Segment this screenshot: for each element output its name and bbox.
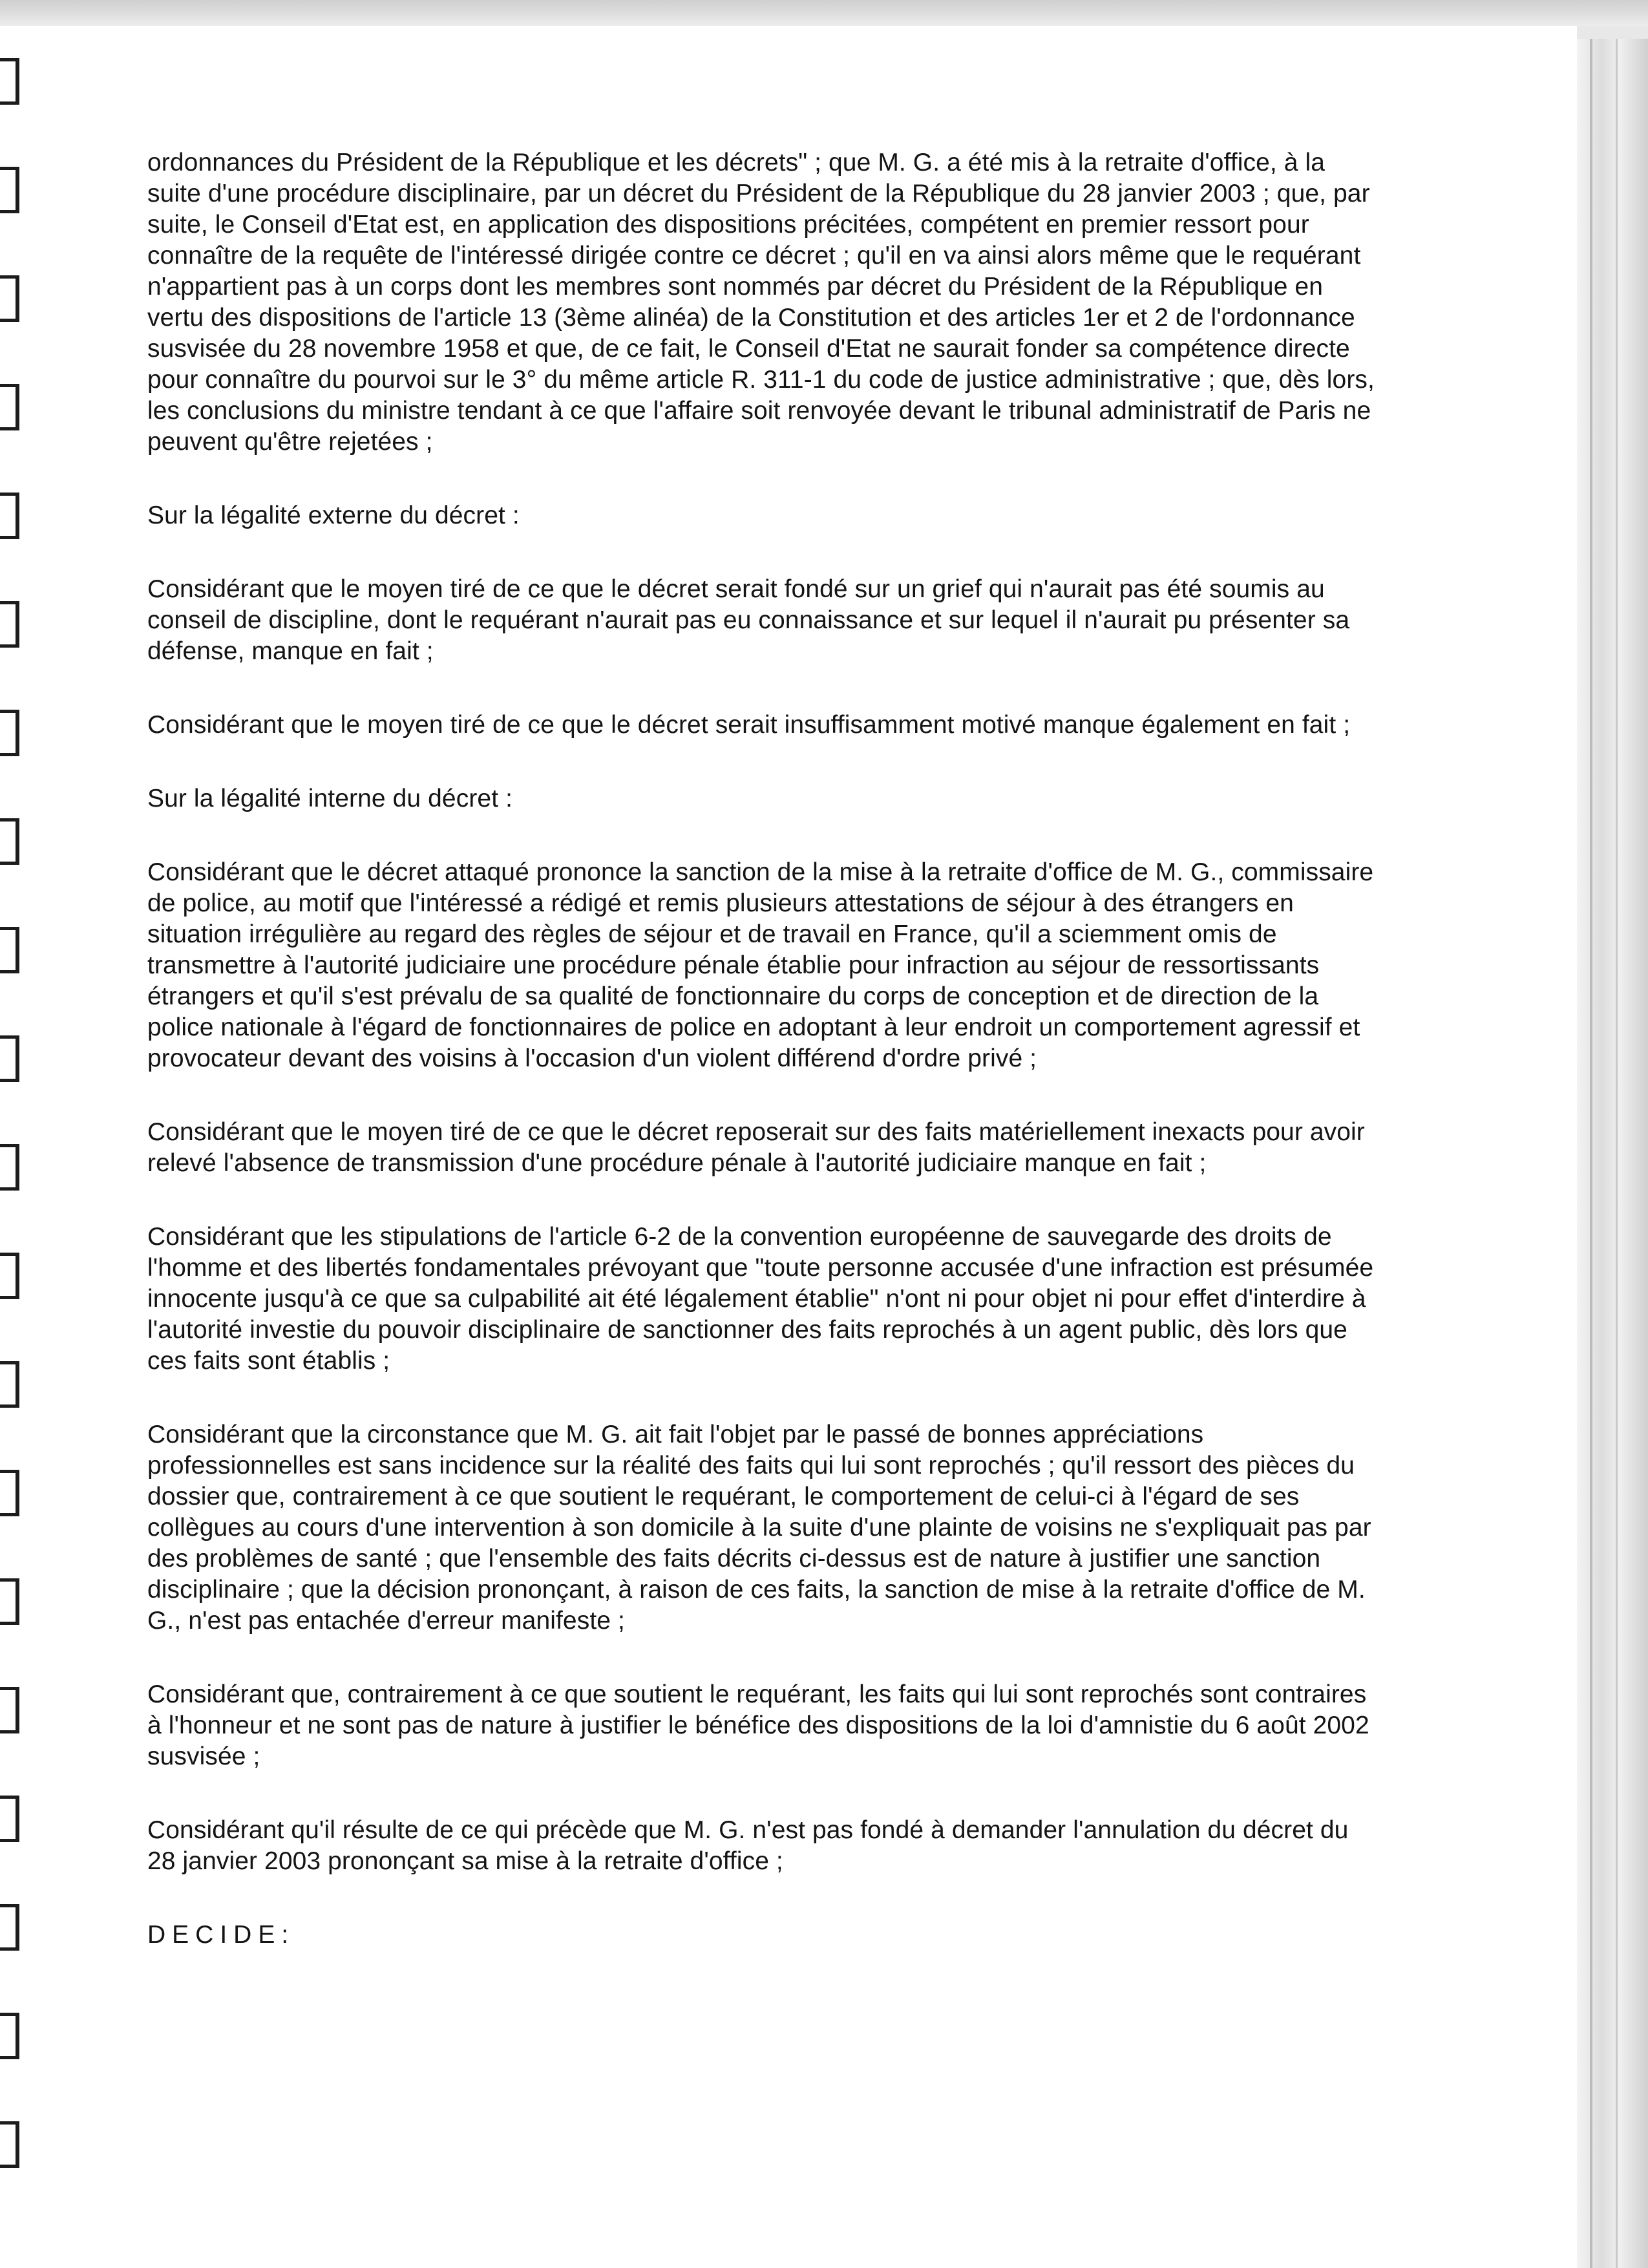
binding-mark [0,2013,19,2059]
paragraph-competence: ordonnances du Président de la République et les décrets" ; que M. G. a été mis à la retraite d'office, à la suite d'une procédure disciplinaire, par un décret du Président de la République du 28 janvier 2003 ; que, par suite, le Conseil d'Etat est, en application des dispositions précitées, compétent en premier ressort pour connaître de la requête de l'intéressé dirigée contre ce décret ; qu'il en va ainsi alors même que le requérant n'appartient pas à un corps dont les membres sont nommés par décret du Président de la République en vertu des dispositions de l'article 13 (3ème alinéa) de la Constitution et des articles 1er et 2 de l'ordonnance susvisée du 28 novembre 1958 et que, de ce fait, le Conseil d'Etat ne saurait fonder sa compétence directe pour connaître du pourvoi sur le 3° du même article R. 311-1 du code de justice administrative ; que, dès lors, les conclusions du ministre tendant à ce que l'affaire soit renvoyée devant le tribunal administratif de Paris ne peuvent qu'être rejetées ; [147,149,1375,456]
binding-mark [0,710,19,756]
binding-mark [0,2121,19,2168]
binding-mark [0,1470,19,1516]
heading-legalite-externe: Sur la légalité externe du décret : [147,502,520,529]
paragraph-convention: Considérant que les stipulations de l'article 6-2 de la convention européenne de sauvegarde des droits de l'homme et des libertés fondamentales prévoyant que "toute personne accusée d'une infraction est présumée innocente jusqu'à ce que sa culpabilité ait été légalement établie" n'ont ni pour objet ni pour effet d'interdire à l'autorité investie du pouvoir disciplinaire de sanctionner des faits reprochés à un agent public, dès lors que ces faits sont établis ; [147,1223,1374,1375]
binding-mark [0,167,19,213]
scan-top-shadow [0,0,1648,26]
binding-mark [0,927,19,973]
paragraph-amnistie: Considérant que, contrairement à ce que soutient le requérant, les faits qui lui sont reprochés sont contraires à l'honneur et ne sont pas de nature à justifier le bénéfice des dispositions de la loi d'amnistie du 6 août 2002 susvisée ; [147,1680,1369,1770]
binding-mark [0,1035,19,1082]
stacked-pages-edge [1577,39,1648,2268]
binding-mark [0,58,19,105]
binding-mark [0,601,19,648]
binding-mark [0,1687,19,1733]
binding-mark [0,493,19,539]
paragraph-sanction: Considérant que le décret attaqué prononce la sanction de la mise à la retraite d'office de M. G., commissaire de police, au motif que l'intéressé a rédigé et remis plusieurs attestations de séjour à des étrangers en situation irrégulière au regard des règles de séjour et de travail en France, qu'il a sciemment omis de transmettre à l'autorité judiciaire une procédure pénale établie pour infraction au séjour de ressortissants étrangers et qu'il s'est prévalu de sa qualité de fonctionnaire du corps de conception et de direction de la police nationale à l'égard de fonctionnaires de police en adoptant à leur endroit un comportement agressif et provocateur devant des voisins à l'occasion d'un violent différend d'ordre privé ; [147,858,1374,1072]
paragraph-appreciations: Considérant que la circonstance que M. G. ait fait l'objet par le passé de bonnes appréciations professionnelles est sans incidence sur la réalité des faits qui lui sont reprochés ; qu'il ressort des pièces du dossier que, contrairement à ce que soutient le requérant, le comportement de celui-ci à l'égard de ses collègues au cours d'une intervention à son domicile à la suite d'une plainte de voisins ne s'expliquait pas par des problèmes de santé ; que l'ensemble des faits décrits ci-dessus est de nature à justifier une sanction disciplinaire ; que la décision prononçant, à raison de ces faits, la sanction de mise à la retraite d'office de M. G., n'est pas entachée d'erreur manifeste ; [147,1421,1371,1635]
paragraph-motivation: Considérant que le moyen tiré de ce que le décret serait insuffisamment motivé manque également en fait ; [147,711,1351,739]
binding-mark [0,384,19,430]
binding-mark [0,1144,19,1191]
paragraph-grief: Considérant que le moyen tiré de ce que le décret serait fondé sur un grief qui n'aurait pas été soumis au conseil de discipline, dont le requérant n'aurait pas eu connaissance et sur lequel il n'aurait pu présenter sa défense, manque en fait ; [147,575,1350,665]
decide-heading: DECIDE: [147,1921,295,1949]
document-body [147,147,1375,1951]
paragraph-faits-inexacts: Considérant que le moyen tiré de ce que le décret reposerait sur des faits matériellement inexacts pour avoir relevé l'absence de transmission d'une procédure pénale à l'autorité judiciaire manque en fait ; [147,1118,1365,1177]
heading-legalite-interne: Sur la légalité interne du décret : [147,785,513,812]
binding-mark [0,1796,19,1842]
binding-mark [0,818,19,865]
binding-mark [0,1361,19,1408]
binding-mark [0,1904,19,1951]
binding-mark [0,1253,19,1299]
binding-mark [0,1578,19,1625]
binding-marks [0,39,26,2268]
binding-mark [0,275,19,322]
paragraph-conclusion: Considérant qu'il résulte de ce qui précède que M. G. n'est pas fondé à demander l'annulation du décret du 28 janvier 2003 prononçant sa mise à la retraite d'office ; [147,1816,1349,1875]
